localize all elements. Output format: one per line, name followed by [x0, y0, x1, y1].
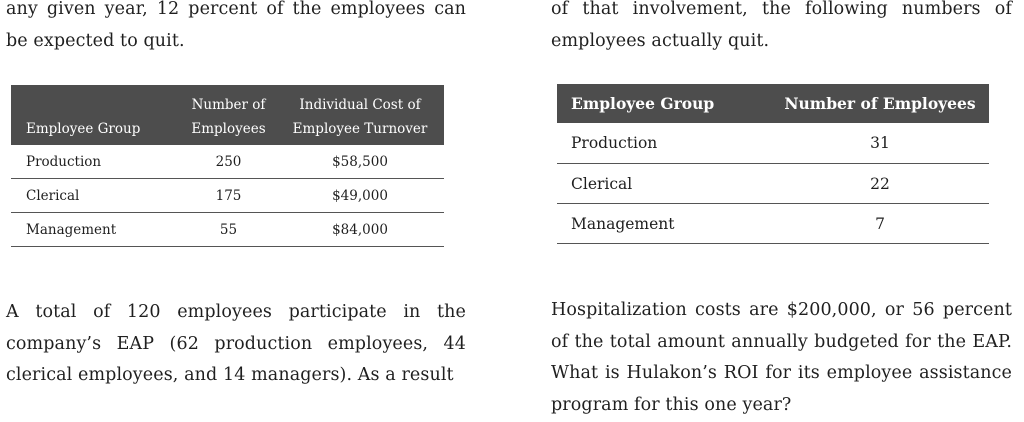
- header-line: Employee Turnover: [292, 121, 428, 137]
- table-cell: 55: [181, 213, 276, 247]
- table-cell: 7: [771, 204, 989, 244]
- table-row: [557, 164, 989, 204]
- table-cell: Clerical: [11, 179, 181, 213]
- turnover-cost-table: [11, 85, 444, 247]
- table-row: [11, 145, 444, 179]
- table-row: [11, 179, 444, 213]
- table-cell: Management: [11, 213, 181, 247]
- header-line: Employee Group: [26, 121, 141, 137]
- table-header-row: [11, 85, 444, 145]
- table-row: [557, 204, 989, 244]
- column-header-number-of-employees: [181, 85, 276, 145]
- table-cell: $58,500: [276, 145, 444, 179]
- column-header-employee-group: Employee Group: [557, 84, 771, 123]
- table-cell: 22: [771, 164, 989, 204]
- column-header-number-of-employees: Number of Employees: [771, 84, 989, 123]
- header-line: Individual Cost of: [299, 97, 421, 113]
- column-header-employee-group: [11, 85, 181, 145]
- table-cell: Production: [11, 145, 181, 179]
- employees-quit-table: [557, 84, 989, 244]
- table-cell: 175: [181, 179, 276, 213]
- header-line: Employees: [191, 121, 266, 137]
- paragraph-left-top: any given year, 12 percent of the employees can be expected to quit.: [6, 0, 466, 51]
- table-cell: 31: [771, 123, 989, 164]
- table-cell: Management: [557, 204, 771, 244]
- table-cell: Clerical: [557, 164, 771, 204]
- column-header-individual-cost: [276, 85, 444, 145]
- table-cell: 250: [181, 145, 276, 179]
- paragraph-right-top: of that involvement, the following numbers of employees actually quit.: [551, 0, 1012, 51]
- table-header-row: [557, 84, 989, 123]
- paragraph-right-bottom: Hospitalization costs are $200,000, or 56 percent of the total amount annually budgeted for the EAP. What is Hulakon’s ROI for its employee assistance program for this one year?: [551, 300, 1012, 415]
- table-cell: $49,000: [276, 179, 444, 213]
- paragraph-left-bottom: A total of 120 employees participate in the company’s EAP (62 production employees, 44 clerical employees, and 14 managers). As a result: [6, 302, 466, 385]
- table-row: [557, 123, 989, 164]
- table-cell: $84,000: [276, 213, 444, 247]
- header-line: Number of: [191, 97, 266, 113]
- table-row: [11, 213, 444, 247]
- table-cell: Production: [557, 123, 771, 164]
